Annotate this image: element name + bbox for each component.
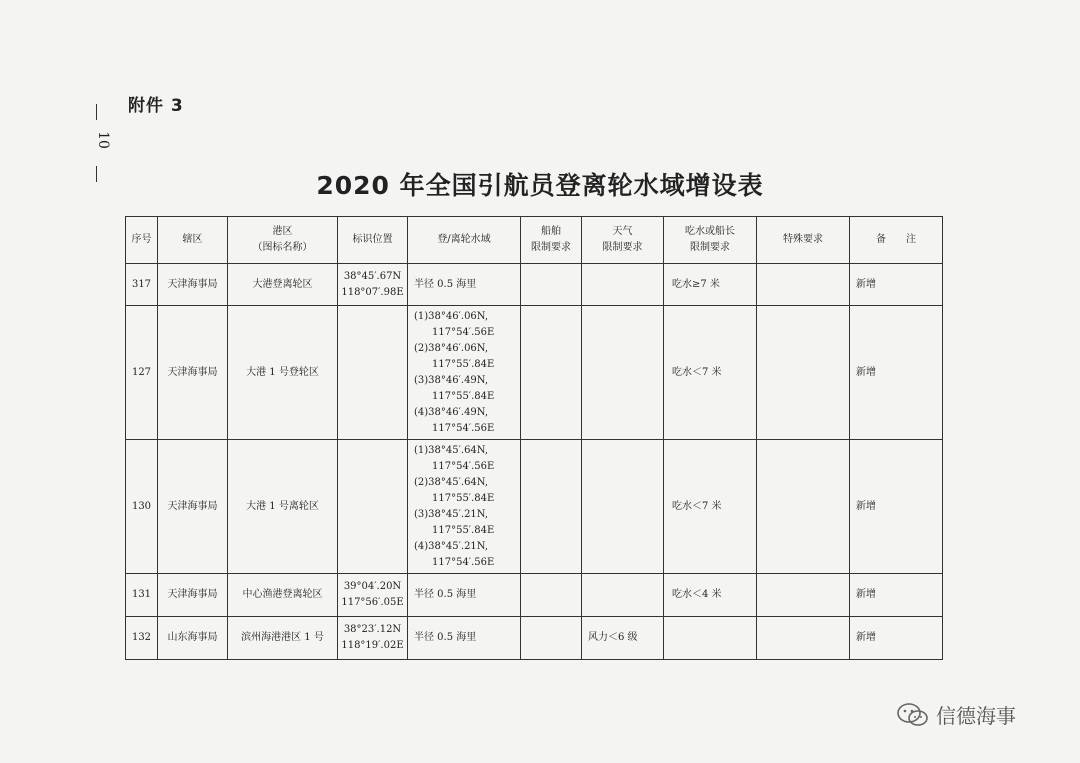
boarding-line: (2)38°46′.06N,	[414, 342, 489, 354]
cell-marker-position	[338, 617, 408, 660]
header-authority: 辖区	[158, 217, 228, 264]
document-title: 2020 年全国引航员登离轮水域增设表	[316, 171, 764, 200]
cell-special	[757, 440, 850, 574]
watermark	[896, 700, 1016, 729]
header-weather-restriction-line2: 限制要求	[602, 242, 643, 253]
table-row	[126, 617, 943, 660]
cell-ship-restriction	[521, 264, 582, 306]
cell-seq: 127	[126, 306, 158, 440]
header-draft-length-line2: 限制要求	[690, 242, 730, 253]
marker-lon: 118°07′.98E	[341, 286, 404, 298]
table-row	[126, 574, 943, 617]
boarding-area-table	[125, 216, 943, 660]
cell-special	[757, 306, 850, 440]
cell-port-area: 中心渔港登离轮区	[228, 574, 338, 617]
cell-remarks: 新增	[850, 617, 943, 660]
marker-lat: 38°45′.67N	[343, 270, 402, 282]
header-draft-length	[664, 217, 757, 264]
page-number-dash-top	[96, 104, 97, 120]
header-marker-position: 标识位置	[338, 217, 408, 264]
header-port-area	[228, 217, 338, 264]
cell-ship-restriction	[521, 306, 582, 440]
marker-lon: 117°56′.05E	[341, 597, 404, 608]
cell-weather-restriction	[582, 440, 664, 574]
cell-draft-length	[664, 617, 757, 660]
cell-draft-length: 吃水＜4 米	[664, 574, 757, 617]
header-special: 特殊要求	[757, 217, 850, 264]
cell-authority: 天津海事局	[158, 440, 228, 574]
marker-lat: 38°23′.12N	[343, 624, 402, 635]
header-seq: 序号	[126, 217, 158, 264]
cell-boarding-area	[408, 617, 521, 660]
boarding-line: 117°55′.84E	[432, 390, 495, 402]
cell-remarks: 新增	[850, 306, 943, 440]
cell-draft-length: 吃水＜7 米	[664, 306, 757, 440]
cell-boarding-area	[408, 574, 521, 617]
attachment-label: 附件 3	[128, 96, 184, 116]
boarding-line: 半径 0.5 海里	[414, 278, 477, 290]
header-port-area-line1: 港区	[272, 226, 293, 237]
boarding-line: (1)38°46′.06N,	[414, 310, 489, 322]
cell-weather-restriction	[582, 264, 664, 306]
cell-seq: 130	[126, 440, 158, 574]
boarding-line: 117°54′.56E	[432, 556, 495, 568]
table-row	[126, 440, 943, 574]
header-ship-restriction-line2: 限制要求	[531, 242, 571, 253]
cell-special	[757, 617, 850, 660]
cell-authority: 天津海事局	[158, 264, 228, 306]
cell-remarks: 新增	[850, 440, 943, 574]
cell-seq: 132	[126, 617, 158, 660]
cell-weather-restriction	[582, 306, 664, 440]
table-row	[126, 306, 943, 440]
header-draft-length-line1: 吃水或船长	[685, 226, 735, 237]
cell-seq: 317	[126, 264, 158, 306]
cell-seq: 131	[126, 574, 158, 617]
cell-port-area: 大港登离轮区	[228, 264, 338, 306]
watermark-text: 信德海事	[936, 704, 1016, 728]
boarding-line: 117°55′.84E	[432, 492, 495, 504]
cell-draft-length: 吃水≥7 米	[664, 264, 757, 306]
cell-weather-restriction: 风力＜6 级	[582, 617, 664, 660]
boarding-line: (2)38°45′.64N,	[414, 476, 489, 488]
header-ship-restriction-line1: 船舶	[541, 226, 561, 237]
cell-marker-position	[338, 306, 408, 440]
boarding-line: (3)38°45′.21N,	[414, 508, 489, 520]
boarding-line: 117°54′.56E	[432, 460, 495, 472]
header-weather-restriction	[582, 217, 664, 264]
cell-ship-restriction	[521, 574, 582, 617]
boarding-line: 半径 0.5 海里	[414, 632, 477, 643]
header-port-area-line2: （图标名称）	[252, 242, 313, 253]
cell-boarding-area	[408, 440, 521, 574]
marker-lon: 118°19′.02E	[341, 640, 404, 651]
wechat-icon	[896, 702, 930, 728]
cell-remarks: 新增	[850, 574, 943, 617]
table-header-row	[126, 217, 943, 264]
cell-marker-position	[338, 264, 408, 306]
cell-special	[757, 574, 850, 617]
header-remarks: 备 注	[850, 217, 943, 264]
cell-marker-position	[338, 440, 408, 574]
cell-boarding-area	[408, 306, 521, 440]
cell-special	[757, 264, 850, 306]
page-number: 10	[95, 131, 111, 149]
cell-ship-restriction	[521, 440, 582, 574]
boarding-line: 117°55′.84E	[432, 358, 495, 370]
header-boarding-area: 登/离轮水域	[408, 217, 521, 264]
cell-weather-restriction	[582, 574, 664, 617]
cell-ship-restriction	[521, 617, 582, 660]
cell-boarding-area	[408, 264, 521, 306]
boarding-line: (3)38°46′.49N,	[414, 374, 489, 386]
cell-port-area: 大港 1 号登轮区	[228, 306, 338, 440]
cell-port-area: 大港 1 号离轮区	[228, 440, 338, 574]
cell-authority: 天津海事局	[158, 306, 228, 440]
cell-remarks: 新增	[850, 264, 943, 306]
table-row	[126, 264, 943, 306]
marker-lat: 39°04′.20N	[343, 581, 402, 592]
cell-marker-position	[338, 574, 408, 617]
cell-authority: 山东海事局	[158, 617, 228, 660]
cell-port-area: 滨州海港港区 1 号	[228, 617, 338, 660]
header-weather-restriction-line1: 天气	[612, 226, 633, 237]
cell-authority: 天津海事局	[158, 574, 228, 617]
boarding-line: (4)38°45′.21N,	[414, 540, 489, 552]
boarding-line: (4)38°46′.49N,	[414, 406, 489, 418]
boarding-line: (1)38°45′.64N,	[414, 444, 489, 456]
header-ship-restriction	[521, 217, 582, 264]
boarding-line: 117°54′.56E	[432, 422, 495, 434]
boarding-line: 半径 0.5 海里	[414, 589, 477, 600]
boarding-line: 117°55′.84E	[432, 524, 495, 536]
cell-draft-length: 吃水＜7 米	[664, 440, 757, 574]
boarding-line: 117°54′.56E	[432, 326, 495, 338]
